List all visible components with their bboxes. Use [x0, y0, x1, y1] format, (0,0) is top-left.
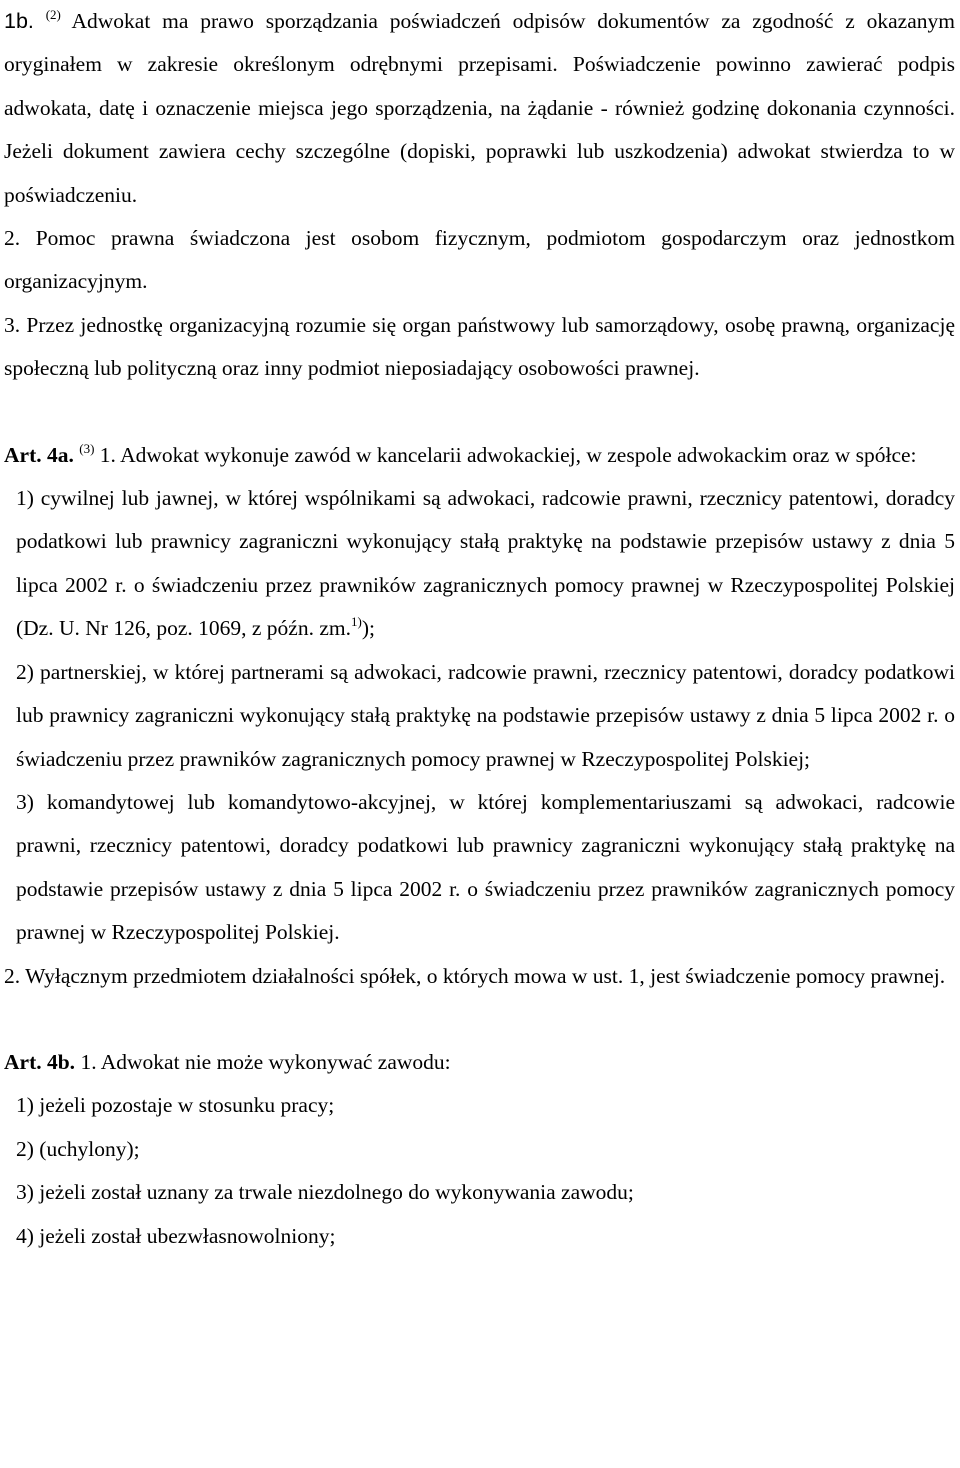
article-4b-item-3: 3) jeżeli został uznany za trwale niezdolnego do wykonywania zawodu; [16, 1180, 634, 1205]
footnote-ref: (3) [79, 440, 95, 456]
article-heading: Art. 4a. [4, 442, 74, 467]
item-text: 1) cywilnej lub jawnej, w której wspólnikami są adwokaci, radcowie prawni, rzecznicy patentowi, doradcy podatkowi lub prawnicy zagraniczni wykonujący stałą praktykę na podstawie przepisów ustawy z dnia 5 lipca 2002 r. o świadczeniu przez prawników zagranicznych pomocy prawnej w Rzeczypospolitej Polskiej (Dz. U. Nr 126, poz. 1069, z późn. zm. [16, 486, 955, 641]
article-4a-item-2: 2) partnerskiej, w której partnerami są adwokaci, radcowie prawni, rzecznicy patentowi, doradcy podatkowi lub prawnicy zagraniczni wykonujący stałą praktykę na podstawie przepisów ustawy z dnia 5 lipca 2002 r. o świadczeniu przez prawników zagranicznych pomocy prawnej w Rzeczypospolitej Polskiej; [16, 659, 955, 771]
spacer [4, 998, 955, 1041]
article-4a-paragraph-2: 2. Wyłącznym przedmiotem działalności spółek, o których mowa w ust. 1, jest świadczenie pomocy prawnej. [4, 963, 946, 988]
paragraph-2: 2. Pomoc prawna świadczona jest osobom fizycznym, podmiotom gospodarczym oraz jednostkom organizacyjnym. [4, 226, 955, 294]
article-4b-item-4: 4) jeżeli został ubezwłasnowolniony; [16, 1223, 336, 1248]
paragraph-text: Adwokat ma prawo sporządzania poświadczeń odpisów dokumentów za zgodność z okazanym oryginałem w zakresie określonym odrębnymi przepisami. Poświadczenie powinno zawierać podpis adwokata, datę i oznaczenie miejsca jego sporządzenia, na żądanie - również godzinę dokonania czynności. Jeżeli dokument zawiera cechy szczególne (dopiski, poprawki lub uszkodzenia) adwokat stwierdza to w poświadczeniu. [4, 9, 955, 207]
article-heading: Art. 4b. [4, 1049, 76, 1074]
article-4b-item-1: 1) jeżeli pozostaje w stosunku pracy; [16, 1093, 335, 1118]
paragraph-1b [4, 0, 955, 217]
article-4a-item-1 [4, 477, 955, 651]
footnote-ref: 1) [350, 614, 362, 630]
article-4a-item-3: 3) komandytowej lub komandytowo-akcyjnej, w której komplementariuszami są adwokaci, radcowie prawni, rzecznicy patentowi, doradcy podatkowi lub prawnicy zagraniczni wykonujący stałą praktykę na podstawie przepisów ustawy z dnia 5 lipca 2002 r. o świadczeniu przez prawników zagranicznych pomocy prawnej w Rzeczypospolitej Polskiej. [16, 789, 955, 945]
article-4b-intro [4, 1041, 955, 1084]
article-4b-item-2: 2) (uchylony); [16, 1136, 140, 1161]
article-text: 1. Adwokat wykonuje zawód w kancelarii adwokackiej, w zespole adwokackim oraz w spółce: [99, 442, 917, 467]
paragraph-number: 1b. [4, 9, 34, 33]
article-text: 1. Adwokat nie może wykonywać zawodu: [80, 1049, 451, 1074]
article-4a-intro [4, 434, 955, 477]
footnote-ref: (2) [45, 7, 61, 22]
paragraph-3: 3. Przez jednostkę organizacyjną rozumie się organ państwowy lub samorządowy, osobę prawną, organizację społeczną lub polityczną oraz inny podmiot nieposiadający osobowości prawnej. [4, 312, 955, 381]
document-page [4, 0, 955, 1258]
spacer [4, 391, 955, 434]
item-end: ); [361, 616, 375, 641]
